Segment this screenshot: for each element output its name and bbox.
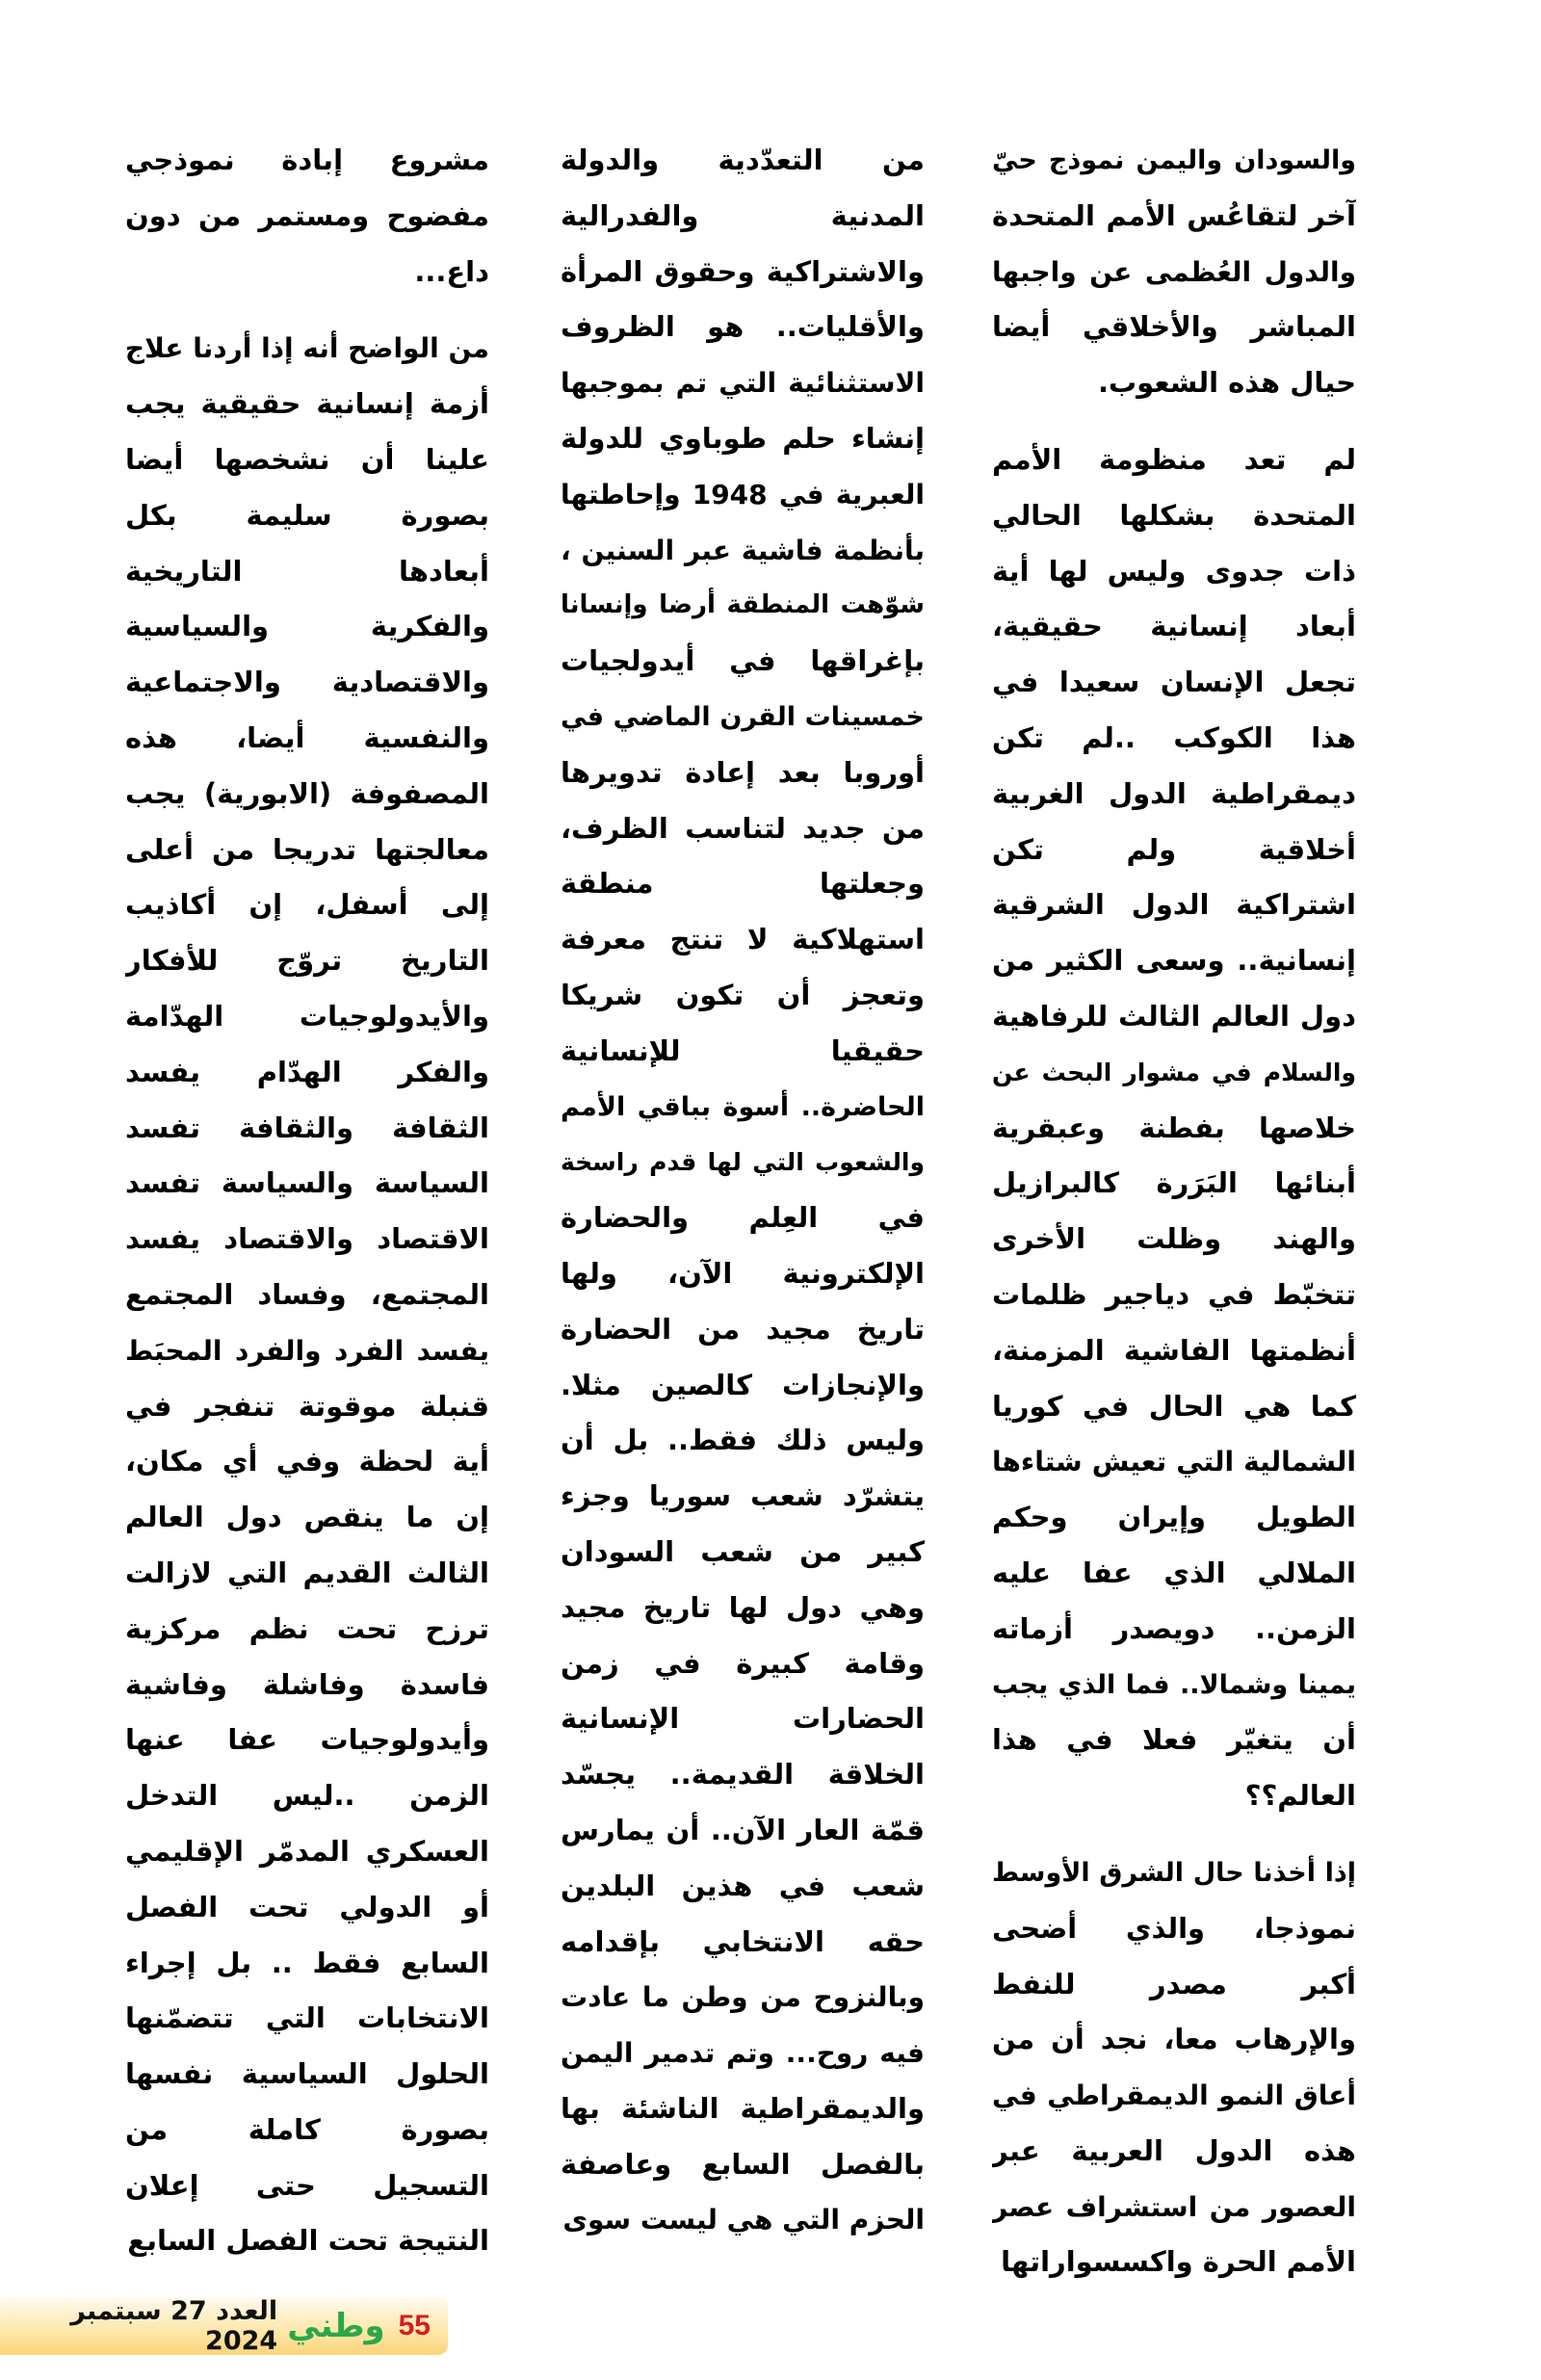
paragraph bbox=[992, 432, 1356, 1824]
text-line: الحضارات الإنسانية bbox=[561, 1702, 925, 1736]
text-line: هذه الدول العربية عبر bbox=[992, 2133, 1356, 2167]
text-line: علينا أن نشخصها أيضا bbox=[125, 442, 489, 476]
text-line: آخر لتقاعُس الأمم المتحدة bbox=[992, 198, 1356, 232]
text-line: وأيدولوجيات عفا عنها bbox=[125, 1723, 489, 1757]
text-line: بإغراقها في أيدولجيات bbox=[561, 644, 925, 678]
text-line: الزمن.. دويصدر أزماته bbox=[992, 1611, 1356, 1645]
text-line: من جديد لتناسب الظرف، bbox=[561, 811, 925, 845]
text-line: والإرهاب معا، نجد أن من bbox=[992, 2023, 1356, 2056]
text-line: فيه روح... وتم تدمير اليمن bbox=[561, 2037, 925, 2070]
paragraph bbox=[992, 1845, 1356, 2290]
text-line: أن يتغيّر فعلا في هذا bbox=[992, 1723, 1356, 1757]
text-line: وجعلتها منطقة bbox=[561, 867, 925, 901]
text-line: إلى أسفل، إن أكاذيب bbox=[125, 888, 489, 922]
text-line: مفضوح ومستمر من دون bbox=[125, 198, 489, 232]
text-line: والأيدولوجيات الهدّامة bbox=[125, 999, 489, 1033]
text-line: حيال هذه الشعوب. bbox=[1097, 366, 1356, 400]
text-line: العالم؟؟ bbox=[1244, 1779, 1356, 1813]
text-line: والديمقراطية الناشئة بها bbox=[561, 2091, 925, 2125]
paragraph-gap bbox=[992, 1824, 1356, 1845]
paragraph bbox=[125, 133, 489, 300]
text-line: السابع فقط .. بل إجراء bbox=[125, 1946, 489, 1979]
text-line: شعب في هذين البلدين bbox=[561, 1869, 925, 1902]
text-line: أبعادها التاريخية bbox=[125, 554, 489, 588]
text-line: أكبر مصدر للنفط bbox=[992, 1967, 1356, 2001]
text-line: تتخبّط في دياجير ظلمات bbox=[992, 1277, 1356, 1311]
text-line: قنبلة موقوتة تنفجر في bbox=[125, 1389, 489, 1423]
text-line: وليس ذلك فقط.. بل أن bbox=[561, 1424, 925, 1457]
page-footer bbox=[0, 2297, 448, 2355]
paragraph-gap bbox=[125, 300, 489, 321]
text-line: فاسدة وفاشلة وفاشية bbox=[125, 1667, 489, 1701]
text-line: حقيقيا للإنسانية bbox=[561, 1033, 925, 1067]
text-line: التاريخ تروّج للأفكار bbox=[125, 944, 489, 978]
text-line: والاشتراكية وحقوق المرأة bbox=[561, 254, 925, 288]
text-line: من التعدّدية والدولة bbox=[561, 144, 925, 176]
text-line: أو الدولي تحت الفصل bbox=[125, 1890, 489, 1923]
text-line: يتشرّد شعب سوريا وجزء bbox=[561, 1479, 925, 1513]
text-line: أعاق النمو الديمقراطي في bbox=[992, 2079, 1356, 2112]
text-line: هذا الكوكب ..لم تكن bbox=[992, 720, 1356, 754]
text-line: المباشر والأخلاقي أيضا bbox=[992, 310, 1356, 344]
text-line: والفكرية والسياسية bbox=[125, 610, 489, 643]
text-line: الخلاقة القديمة.. يجسّد bbox=[561, 1758, 925, 1792]
text-line: أية لحظة وفي أي مكان، bbox=[125, 1445, 489, 1478]
text-line: بأنظمة فاشية عبر السنين ، bbox=[561, 534, 925, 566]
text-line: إن ما ينقص دول العالم bbox=[125, 1501, 489, 1534]
text-line: كما هي الحال في كوريا bbox=[992, 1389, 1356, 1423]
text-line: والأقليات.. هو الظروف bbox=[561, 310, 925, 344]
text-line: كبير من شعب السودان bbox=[561, 1534, 925, 1568]
text-line: خمسينات القرن الماضي في bbox=[561, 701, 925, 732]
text-line: الثقافة والثقافة تفسد bbox=[125, 1111, 489, 1144]
text-line: والسودان واليمن نموذج حيّ bbox=[992, 145, 1356, 175]
text-line: المجتمع، وفساد المجتمع bbox=[125, 1277, 489, 1311]
text-line: وقامة كبيرة في زمن bbox=[561, 1646, 925, 1680]
text-line: بالفصل السابع وعاصفة bbox=[561, 2147, 925, 2181]
text-line: شوّهت المنطقة أرضا وإنسانا bbox=[561, 590, 925, 620]
text-line: معالجتها تدريجا من أعلى bbox=[125, 832, 489, 866]
page-number: 55 bbox=[398, 2310, 431, 2341]
text-line: حقه الانتخابي بإقدامه bbox=[561, 1924, 925, 1958]
text-line: دول العالم الثالث للرفاهية bbox=[992, 999, 1356, 1033]
text-line: الأمم الحرة واكسسواراتها bbox=[1001, 2245, 1356, 2279]
text-line: أخلاقية ولم تكن bbox=[992, 832, 1356, 866]
text-line: الاقتصاد والاقتصاد يفسد bbox=[125, 1222, 489, 1256]
text-line: الإلكترونية الآن، ولها bbox=[561, 1256, 925, 1290]
text-line: والشعوب التي لها قدم راسخة bbox=[561, 1148, 925, 1177]
text-line: تجعل الإنسان سعيدا في bbox=[992, 666, 1356, 699]
text-line: والسلام في مشوار البحث عن bbox=[992, 1058, 1356, 1086]
text-line: النتيجة تحت الفصل السابع bbox=[127, 2224, 489, 2258]
text-line: والفكر الهدّام يفسد bbox=[125, 1055, 489, 1088]
text-line: بصورة سليمة بكل bbox=[125, 498, 489, 532]
paragraph bbox=[125, 321, 489, 2269]
text-line: يمينا وشمالا.. فما الذي يجب bbox=[992, 1669, 1356, 1700]
text-line: المتحدة بشكلها الحالي bbox=[992, 498, 1356, 532]
text-line: إنسانية.. وسعى الكثير من bbox=[992, 944, 1356, 978]
paragraph-gap bbox=[992, 411, 1356, 432]
text-line: والهند وظلت الأخرى bbox=[992, 1222, 1356, 1256]
text-line: نموذجا، والذي أضحى bbox=[992, 1911, 1356, 1945]
text-line: أبنائها البَرَرة كالبرازيل bbox=[992, 1166, 1356, 1200]
text-line: اشتراكية الدول الشرقية bbox=[992, 888, 1356, 922]
text-line: الملالي الذي عفا عليه bbox=[992, 1556, 1356, 1589]
text-line: من الواضح أنه إذا أردنا علاج bbox=[125, 332, 489, 365]
text-line: ذات جدوى وليس لها أية bbox=[992, 554, 1356, 588]
text-line: مشروع إبادة نموذجي bbox=[125, 144, 489, 176]
article-column-middle bbox=[561, 133, 925, 2248]
text-line: الشمالية التي تعيش شتاءها bbox=[992, 1446, 1356, 1478]
text-line: الحلول السياسية نفسها bbox=[125, 2057, 489, 2091]
text-line: السياسة والسياسة تفسد bbox=[125, 1166, 489, 1200]
text-line: إنشاء حلم طوباوي للدولة bbox=[561, 421, 925, 455]
text-line: استهلاكية لا تنتج معرفة bbox=[561, 923, 925, 956]
issue-date: العدد 27 سبتمبر 2024 bbox=[70, 2296, 278, 2356]
text-line: العبرية في 1948 وإحاطتها bbox=[561, 478, 925, 510]
paragraph bbox=[561, 133, 925, 2248]
text-line: وهي دول لها تاريخ مجيد bbox=[561, 1590, 925, 1624]
text-line: الحزم التي هي ليست سوى bbox=[562, 2204, 925, 2236]
text-line: العصور من استشراف عصر bbox=[992, 2190, 1356, 2223]
paragraph bbox=[992, 133, 1356, 411]
text-line: ديمقراطية الدول الغربية bbox=[992, 776, 1356, 810]
text-line: ترزح تحت نظم مركزية bbox=[125, 1611, 489, 1645]
magazine-name: وطني bbox=[287, 2307, 385, 2345]
text-line: بصورة كاملة من bbox=[125, 2112, 489, 2146]
article-column-right bbox=[992, 133, 1356, 2290]
text-line: في العِلم والحضارة bbox=[561, 1201, 925, 1235]
text-line: والاقتصادية والاجتماعية bbox=[125, 666, 489, 699]
text-line: أزمة إنسانية حقيقية يجب bbox=[125, 387, 489, 421]
text-line: المدنية والفدرالية bbox=[561, 198, 925, 232]
text-line: تاريخ مجيد من الحضارة bbox=[561, 1312, 925, 1346]
text-line: الاستثنائية التي تم بموجبها bbox=[561, 367, 925, 400]
text-line: وتعجز أن تكون شريكا bbox=[561, 978, 925, 1011]
text-line: الطويل وإيران وحكم bbox=[992, 1501, 1356, 1534]
text-line: الثالث القديم التي لازالت bbox=[125, 1556, 489, 1589]
text-line: أوروبا بعد إعادة تدويرها bbox=[561, 755, 925, 789]
text-line: إذا أخذنا حال الشرق الأوسط bbox=[992, 1857, 1356, 1888]
text-line: المصفوفة (الابورية) يجب bbox=[125, 776, 489, 810]
text-line: الحاضرة.. أسوة بباقي الأمم bbox=[561, 1091, 925, 1122]
text-line: داع... bbox=[414, 254, 489, 288]
text-line: قمّة العار الآن.. أن يمارس bbox=[561, 1813, 925, 1846]
text-line: والدول العُظمى عن واجبها bbox=[992, 255, 1356, 288]
text-line: خلاصها بفطنة وعبقرية bbox=[992, 1111, 1356, 1144]
article-column-left bbox=[125, 133, 489, 2269]
text-line: العسكري المدمّر الإقليمي bbox=[125, 1834, 489, 1868]
text-line: يفسد الفرد والفرد المحبَط bbox=[125, 1334, 489, 1367]
text-line: وبالنزوح من وطن ما عادت bbox=[561, 1981, 925, 2014]
text-line: التسجيل حتى إعلان bbox=[125, 2168, 489, 2202]
text-line: الزمن ..ليس التدخل bbox=[125, 1779, 489, 1813]
text-line: الانتخابات التي تتضمّنها bbox=[125, 2001, 489, 2035]
text-line: لم تعد منظومة الأمم bbox=[992, 442, 1356, 476]
text-line: أنظمتها الفاشية المزمنة، bbox=[992, 1333, 1356, 1367]
text-line: أبعاد إنسانية حقيقية، bbox=[992, 610, 1356, 643]
text-line: والإنجازات كالصين مثلا. bbox=[561, 1368, 925, 1401]
text-line: والنفسية أيضا، هذه bbox=[125, 720, 489, 754]
